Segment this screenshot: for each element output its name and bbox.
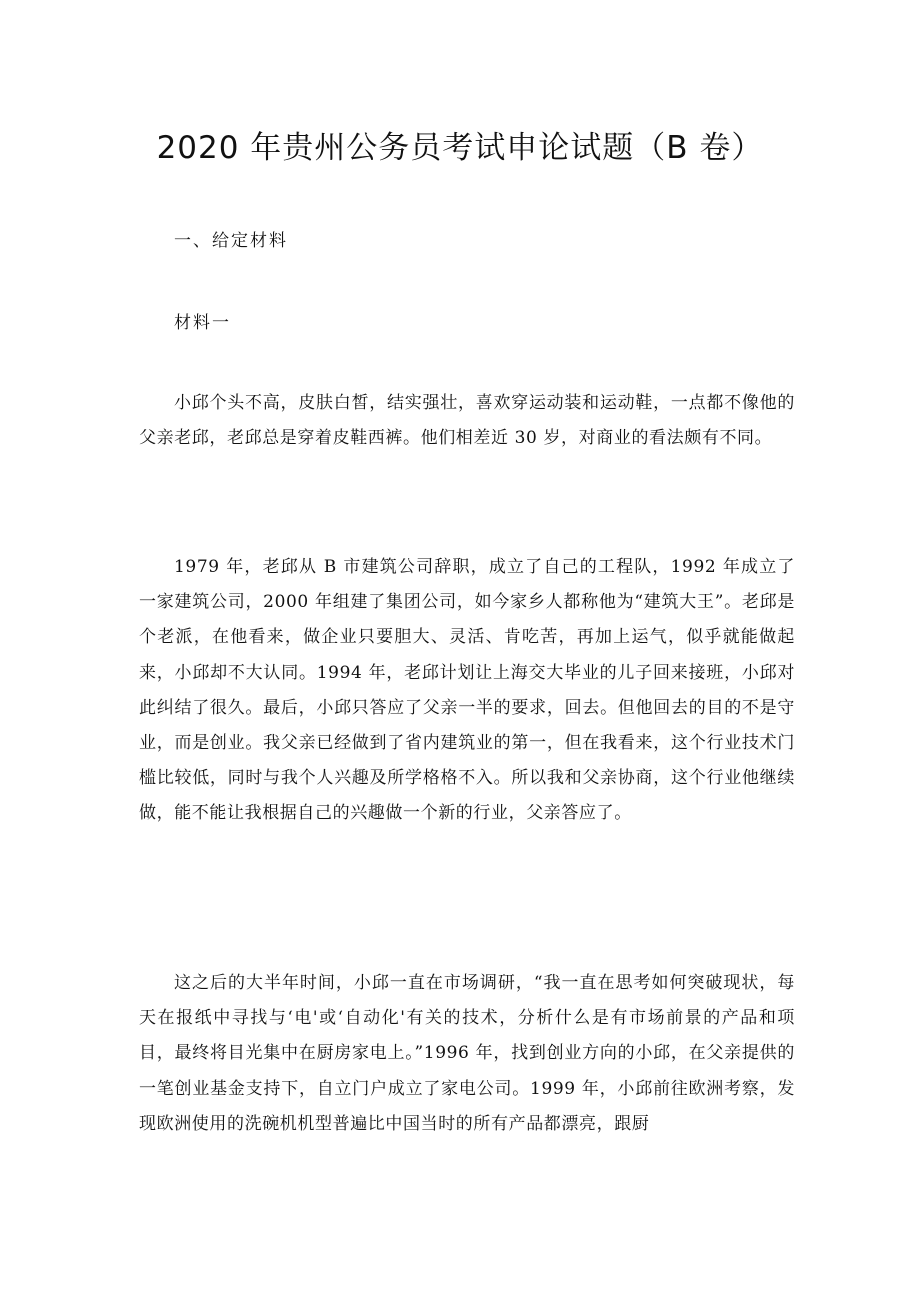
document-title: 2020 年贵州公务员考试申论试题（B 卷） — [156, 130, 764, 166]
body-paragraph: 这之后的大半年时间，小邱一直在市场调研，“我一直在思考如何突破现状，每天在报纸中寻找与‘电'或‘自动化'有关的技术，分析什么是有市场前景的产品和项目，最终将目光集中在厨房家电上。”1996 年，找到创业方向的小邱，在父亲提供的一笔创业基金支持下，自立门户成立了家电公司。1999 年，小邱前往欧洲考察，发现欧洲使用的洗碗机机型普遍比中国当时的所有产品都漂亮，跟厨 — [139, 973, 795, 1134]
section-heading: 一、给定材料 — [174, 231, 288, 251]
body-paragraph: 1979 年，老邱从 B 市建筑公司辞职，成立了自己的工程队，1992 年成立了一家建筑公司，2000 年组建了集团公司，如今家乡人都称他为“建筑大王”。老邱是个老派，在他看来，做企业只要胆大、灵活、肯吃苦，再加上运气，似乎就能做起来，小邱却不大认同。1994 年，老邱计划让上海交大毕业的儿子回来接班，小邱对此纠结了很久。最后，小邱只答应了父亲一半的要求，回去。但他回去的目的不是守业，而是创业。我父亲已经做到了省内建筑业的第一，但在我看来，这个行业技术门槛比较低，同时与我个人兴趣及所学格格不入。所以我和父亲协商，这个行业他继续做，能不能让我根据自己的兴趣做一个新的行业，父亲答应了。 — [139, 557, 795, 824]
material-heading: 材料一 — [174, 313, 231, 333]
body-paragraph: 小邱个头不高，皮肤白皙，结实强壮，喜欢穿运动装和运动鞋，一点都不像他的父亲老邱，老邱总是穿着皮鞋西裤。他们相差近 30 岁，对商业的看法颇有不同。 — [139, 393, 795, 449]
